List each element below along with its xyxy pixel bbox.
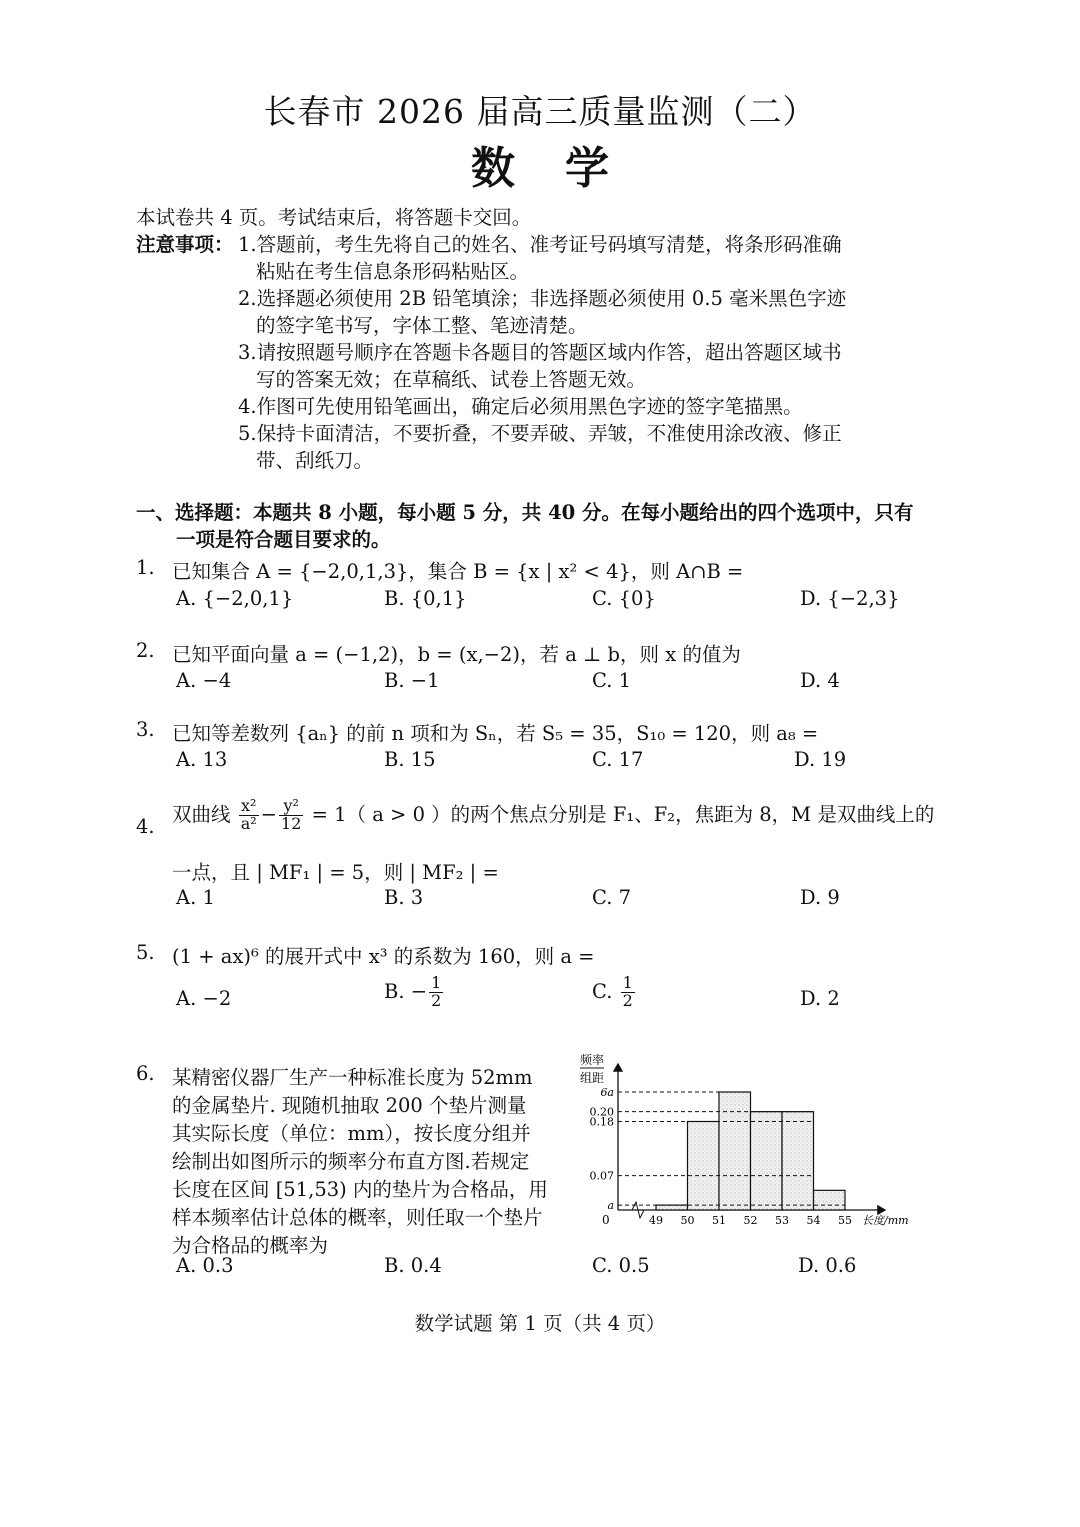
option-a: A. −2 bbox=[176, 987, 232, 1010]
stem-text: 双曲线 bbox=[172, 802, 231, 826]
question-stem: 已知平面向量 a = (−1,2)，b = (x,−2)，若 a ⊥ b，则 x 的值为 bbox=[172, 643, 741, 666]
fraction-denominator: 2 bbox=[431, 990, 442, 1010]
fraction-denominator: 2 bbox=[622, 990, 633, 1010]
fraction-x2-over-a2 bbox=[239, 798, 259, 833]
y-tick-label: 0.18 bbox=[589, 1115, 614, 1129]
question-stem: 已知等差数列 {aₙ} 的前 n 项和为 Sₙ，若 S₅ = 35，S₁₀ = 120，则 a₈ = bbox=[172, 722, 819, 745]
option-d: D. 9 bbox=[800, 886, 840, 909]
histogram-bar bbox=[814, 1190, 846, 1210]
option-b bbox=[384, 975, 445, 1010]
option-d: D. 0.6 bbox=[798, 1254, 857, 1277]
question-number: 6. bbox=[136, 1062, 155, 1085]
option-c: C. 1 bbox=[592, 669, 632, 692]
question-number: 4. bbox=[136, 815, 155, 838]
question-number: 2. bbox=[136, 639, 155, 662]
stem-text: = 1（ a > 0 ）的两个焦点分别是 F₁、F₂，焦距为 8，M 是双曲线上的 bbox=[311, 802, 935, 826]
x-axis-label: 长度/mm bbox=[862, 1214, 909, 1227]
option-d: D. 4 bbox=[800, 669, 840, 692]
note-line: 1.答题前，考生先将自己的姓名、准考证号码填写清楚，将条形码准确 bbox=[238, 233, 842, 256]
option-d: D. 2 bbox=[800, 987, 840, 1010]
option-a: A. 13 bbox=[176, 748, 228, 771]
subject-title: 数学 bbox=[471, 143, 659, 194]
option-b: B. 0.4 bbox=[384, 1254, 442, 1277]
option-c: C. {0} bbox=[592, 587, 656, 610]
question-stem: 样本频率估计总体的概率，则任取一个垫片 bbox=[172, 1206, 543, 1229]
fraction-one-half bbox=[621, 975, 635, 1010]
question-stem: 某精密仪器厂生产一种标准长度为 52mm bbox=[172, 1066, 533, 1089]
notes-label: 注意事项： bbox=[136, 233, 234, 256]
fraction-y2-over-12 bbox=[279, 798, 303, 833]
question-stem: 为合格品的概率为 bbox=[172, 1234, 329, 1257]
option-b: B. −1 bbox=[384, 669, 440, 692]
y-tick-label: 6a bbox=[600, 1086, 614, 1099]
fraction-numerator: x² bbox=[239, 798, 259, 816]
x-tick-label: 55 bbox=[838, 1214, 852, 1227]
intro-text: 本试卷共 4 页。考试结束后，将答题卡交回。 bbox=[136, 206, 532, 229]
option-c: C. 0.5 bbox=[592, 1254, 650, 1277]
page-footer: 数学试题 第 1 页（共 4 页） bbox=[414, 1312, 666, 1335]
y-tick-label: 0.20 bbox=[589, 1105, 614, 1119]
question-number: 5. bbox=[136, 941, 155, 964]
option-b: B. 15 bbox=[384, 748, 436, 771]
x-tick-label: 52 bbox=[743, 1214, 758, 1227]
note-line: 粘贴在考生信息条形码粘贴区。 bbox=[256, 260, 530, 283]
note-line: 5.保持卡面清洁，不要折叠，不要弄破、弄皱，不准使用涂改液、修正 bbox=[238, 422, 842, 445]
y-axis-label-bottom: 组距 bbox=[580, 1071, 605, 1085]
question-stem: 绘制出如图所示的频率分布直方图.若规定 bbox=[172, 1150, 530, 1173]
note-line: 4.作图可先使用铅笔画出，确定后必须用黑色字迹的签字笔描黑。 bbox=[238, 395, 803, 418]
note-line: 带、刮纸刀。 bbox=[256, 449, 374, 472]
note-line: 的签字笔书写，字体工整、笔迹清楚。 bbox=[256, 314, 588, 337]
question-stem-line2: 一点，且 | MF₁ | = 5，则 | MF₂ | = bbox=[172, 861, 499, 884]
option-c: C. 17 bbox=[592, 748, 644, 771]
fraction-denominator: a² bbox=[240, 813, 257, 833]
y-tick-label: 0.07 bbox=[589, 1169, 614, 1183]
option-b: B. 3 bbox=[384, 886, 424, 909]
question-stem: 其实际长度（单位：mm），按长度分组并 bbox=[172, 1122, 531, 1145]
option-c: C. 7 bbox=[592, 886, 632, 909]
fraction-numerator: 1 bbox=[431, 973, 442, 992]
histogram-bar bbox=[656, 1205, 688, 1210]
note-line: 2.选择题必须使用 2B 铅笔填涂；非选择题必须使用 0.5 毫米黑色字迹 bbox=[238, 287, 847, 310]
fraction-denominator: 12 bbox=[281, 813, 302, 833]
fraction-one-half bbox=[429, 975, 443, 1010]
option-a: A. {−2,0,1} bbox=[176, 587, 294, 610]
option-a: A. 1 bbox=[176, 886, 215, 909]
histogram-bar bbox=[719, 1092, 751, 1210]
option-b: B. {0,1} bbox=[384, 587, 467, 610]
histogram-bar bbox=[751, 1112, 783, 1210]
x-tick-label: 53 bbox=[775, 1214, 789, 1227]
question-stem: 长度在区间 [51,53) 内的垫片为合格品，用 bbox=[172, 1178, 548, 1201]
fraction-numerator: 1 bbox=[622, 973, 633, 992]
exam-title: 长春市 2026 届高三质量监测（二） bbox=[263, 92, 817, 131]
note-line: 3.请按照题号顺序在答题卡各题目的答题区域内作答，超出答题区域书 bbox=[238, 341, 842, 364]
x-tick-label: 54 bbox=[806, 1214, 821, 1227]
option-b-text: B. − bbox=[384, 979, 428, 1003]
question-stem: 双曲线 $\frac{\text{x²}}{\text{a²}}$ − $\frac{\text{y²}}{12}$ = 1（ a > 0 ）的两个焦点分别是 F₁、F₂，焦距为 8，M 是双曲线上的 bbox=[172, 796, 935, 833]
frequency-histogram bbox=[570, 1052, 930, 1232]
question-number: 3. bbox=[136, 718, 155, 741]
x-tick-label: 50 bbox=[680, 1214, 695, 1227]
section-heading-cont: 一项是符合题目要求的。 bbox=[176, 528, 391, 551]
question-number: 1. bbox=[136, 556, 155, 579]
option-d: D. {−2,3} bbox=[800, 587, 900, 610]
option-a: A. 0.3 bbox=[176, 1254, 234, 1277]
x-tick-label: 51 bbox=[712, 1214, 726, 1227]
origin-label: 0 bbox=[602, 1213, 610, 1227]
option-c-text: C. bbox=[592, 979, 619, 1003]
histogram-bar bbox=[688, 1122, 720, 1211]
y-axis-label-top: 频率 bbox=[580, 1053, 605, 1067]
histogram-bar bbox=[782, 1112, 814, 1210]
question-stem: (1 + ax)⁶ 的展开式中 x³ 的系数为 160，则 a = bbox=[172, 945, 595, 968]
y-tick-label: a bbox=[607, 1199, 614, 1213]
note-line: 写的答案无效；在草稿纸、试卷上答题无效。 bbox=[256, 368, 647, 391]
x-tick-label: 49 bbox=[649, 1214, 663, 1227]
option-d: D. 19 bbox=[794, 748, 847, 771]
question-stem: 已知集合 A = {−2,0,1,3}，集合 B = {x | x² < 4}，则 A∩B = bbox=[172, 560, 744, 583]
option-c bbox=[592, 975, 637, 1010]
fraction-numerator: y² bbox=[279, 798, 303, 816]
section-heading: 一、选择题：本题共 8 小题，每小题 5 分，共 40 分。在每小题给出的四个选项中，只有 bbox=[136, 501, 914, 524]
option-a: A. −4 bbox=[176, 669, 232, 692]
question-stem: 的金属垫片. 现随机抽取 200 个垫片测量 bbox=[172, 1094, 527, 1117]
